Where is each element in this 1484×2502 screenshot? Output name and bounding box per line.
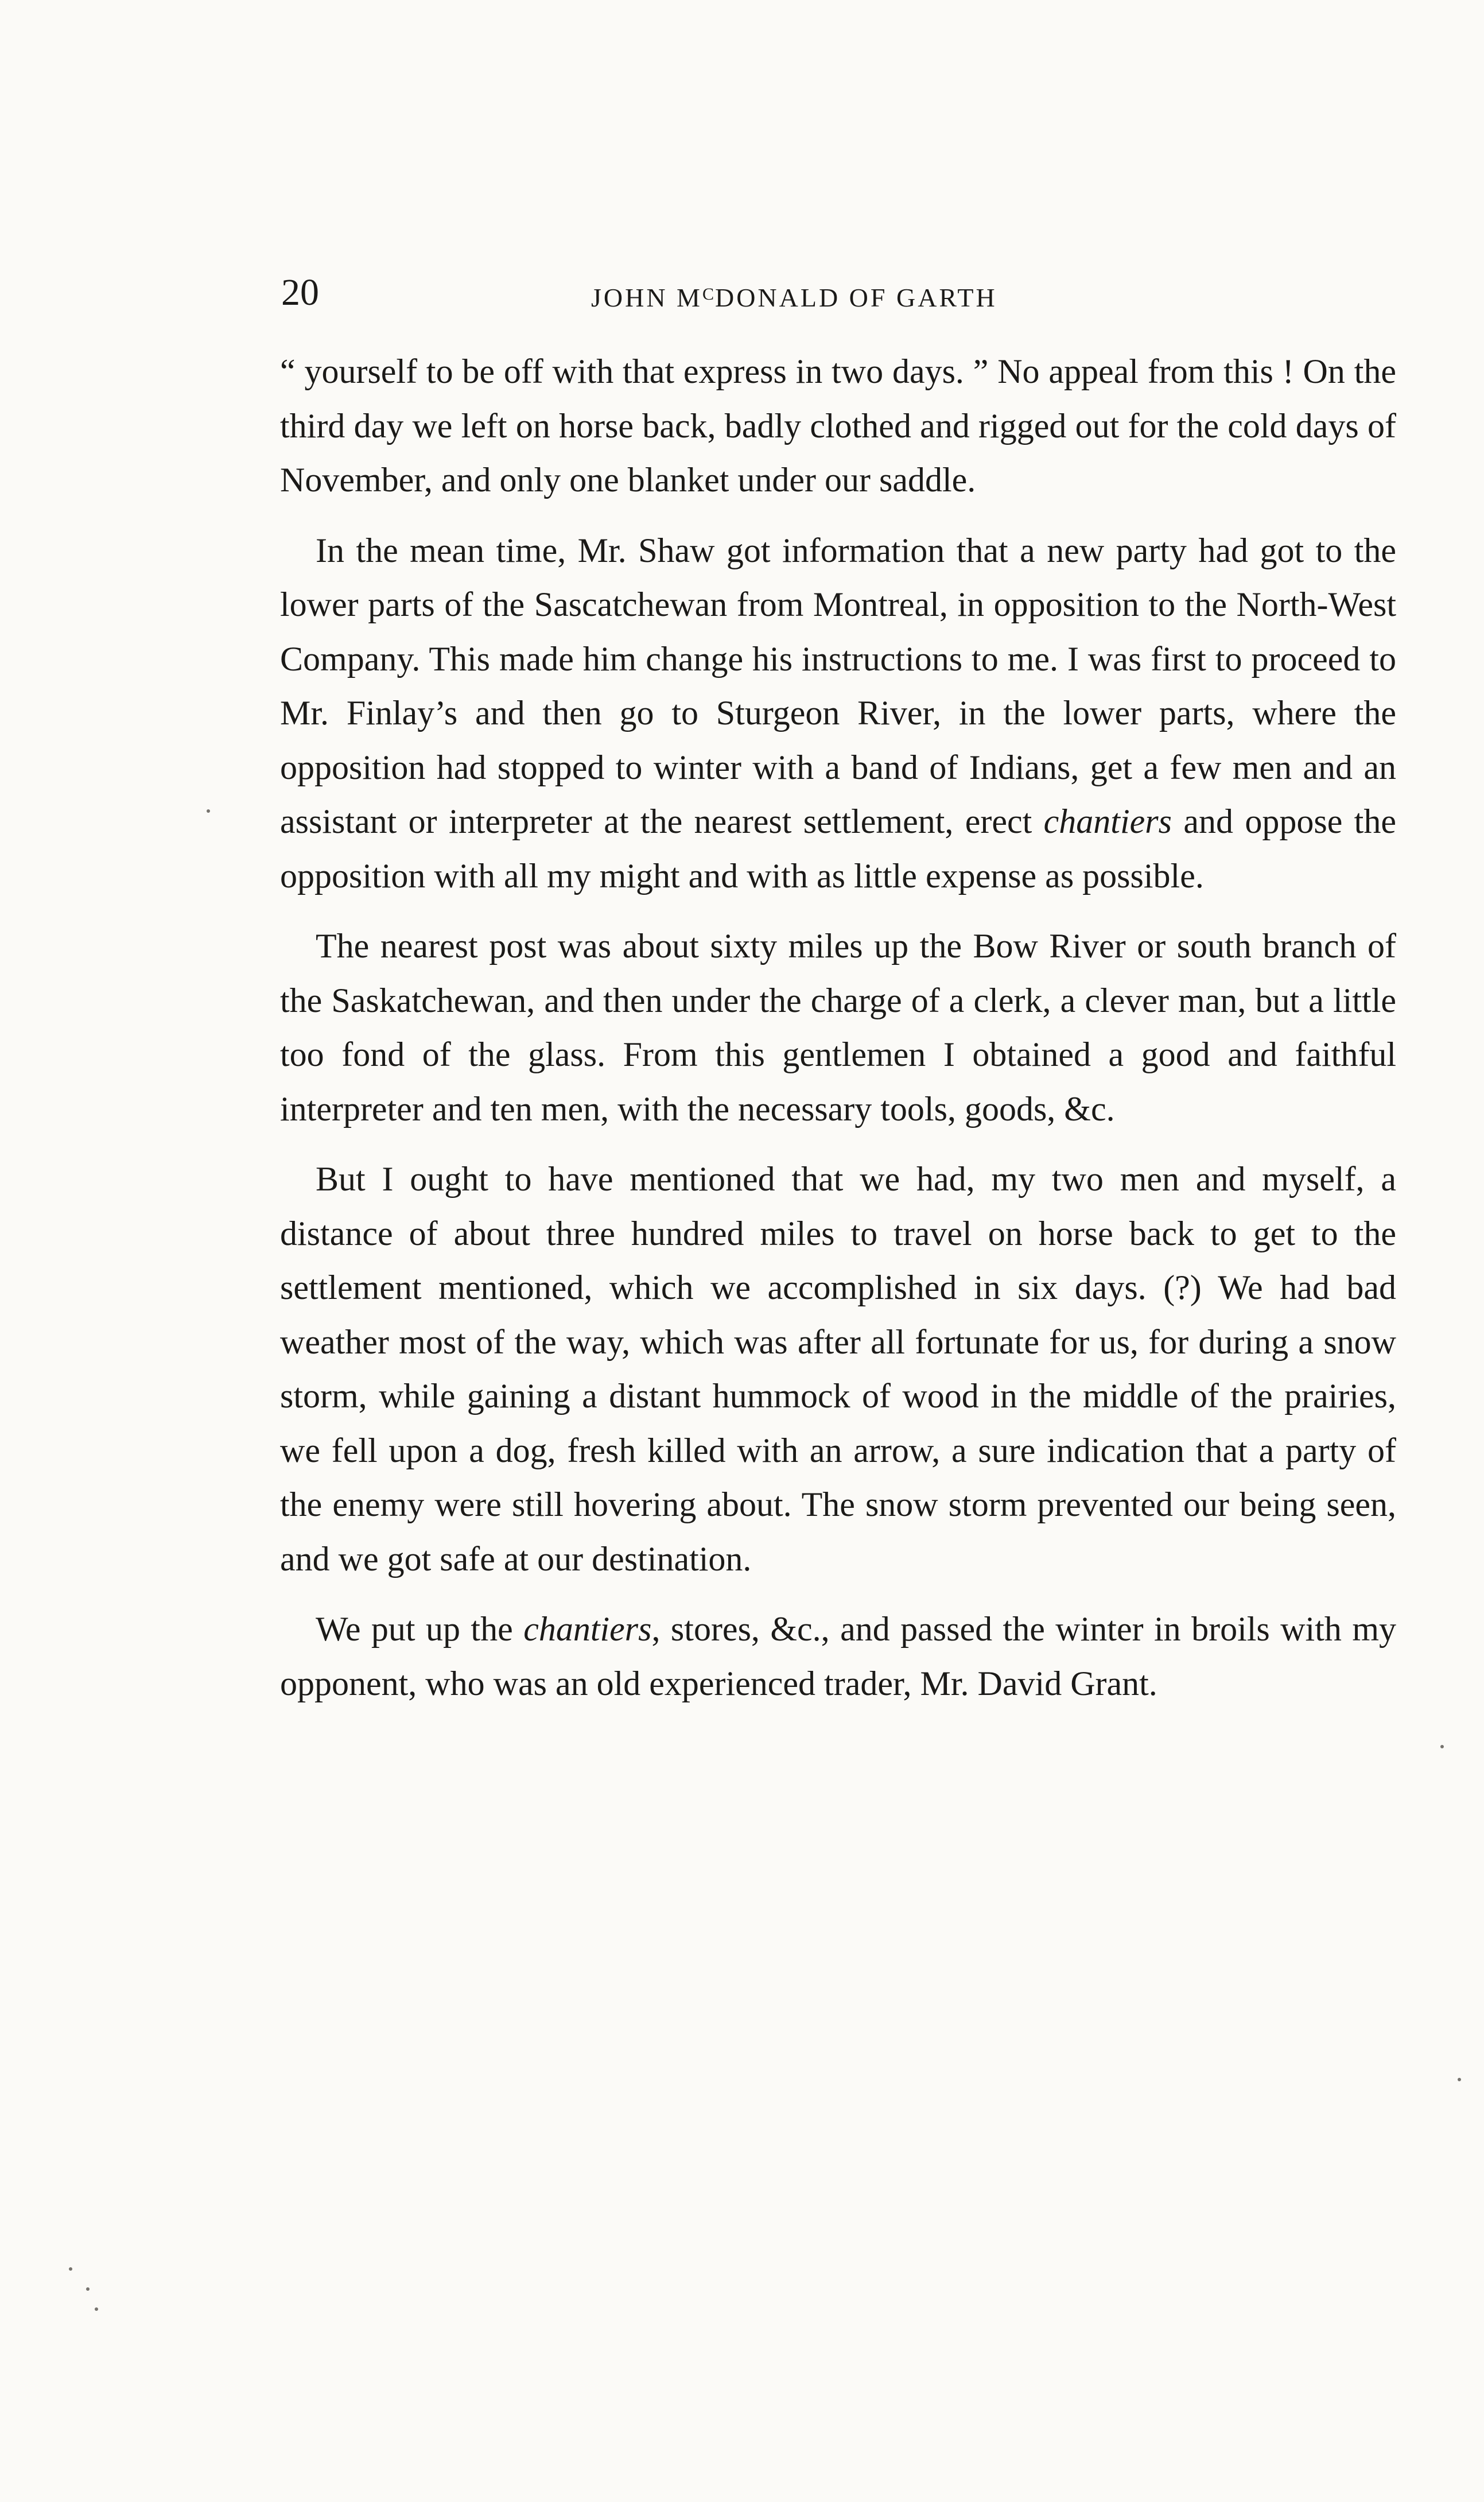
paragraph-2 bbox=[280, 523, 1396, 903]
body-text bbox=[280, 344, 1396, 1727]
scan-speck bbox=[86, 2287, 90, 2291]
scan-speck bbox=[69, 2267, 72, 2271]
paragraph-text: In the mean time, Mr. Shaw got information that a new party had got to the lower parts of the Sascatchewan from Montreal, in opposition to the North-West Company. This made him change his instructions to me. I was first to proceed to Mr. Finlay’s and then go to Sturgeon River, in the lower parts, where the opposition had stopped to winter with a band of Indians, get a few men and an assistant or interpreter at the nearest settlement, erect bbox=[280, 531, 1396, 840]
paragraph-1 bbox=[280, 344, 1396, 507]
running-title-suffix: DONALD OF GARTH bbox=[714, 283, 997, 312]
scan-speck bbox=[1458, 2078, 1461, 2081]
page-header bbox=[281, 270, 1153, 316]
scan-speck bbox=[95, 2307, 98, 2311]
paragraph-3 bbox=[280, 919, 1396, 1136]
scan-speck bbox=[207, 809, 210, 813]
paragraph-5 bbox=[280, 1602, 1396, 1710]
scan-speck bbox=[1440, 1745, 1444, 1748]
paragraph-text: “ yourself to be off with that express in two days. ” No appeal from this ! On the third day we left on horse back, badly clothed and rigged out for the cold days of November, and only one blanket under our saddle. bbox=[280, 352, 1396, 499]
paragraph-text: But I ought to have mentioned that we had, my two men and myself, a distance of about three hundred miles to travel on horse back to get to the settlement mentioned, which we accomplished in six days. (?) We had bad weather most of the way, which was after all fortunate for us, for during a snow storm, while gaining a distant hummock of wood in the middle of the prairies, we fell upon a dog, fresh killed with an arrow, a sure indication that a party of the enemy were still hovering about. The snow storm prevented our being seen, and we got safe at our destination. bbox=[280, 1160, 1396, 1578]
paragraph-4 bbox=[280, 1152, 1396, 1586]
paragraph-text: , stores, &c., and passed the winter in broils with my opponent, who was an old experienced trader, Mr. David Grant. bbox=[280, 1610, 1396, 1702]
running-title-prefix: JOHN M bbox=[591, 283, 702, 312]
paragraph-text: and oppose the opposition with all my might and with as little expense as possible. bbox=[280, 802, 1396, 895]
running-title-sup: C bbox=[702, 285, 715, 304]
running-title bbox=[591, 274, 997, 318]
italic-term: chantiers bbox=[1043, 802, 1172, 840]
paragraph-text: The nearest post was about sixty miles up the Bow River or south branch of the Saskatchewan, and then under the charge of a clerk, a clever man, but a little too fond of the glass. From this gentlemen I obtained a good and faithful interpreter and ten men, with the necessary tools, goods, &c. bbox=[280, 927, 1396, 1128]
paragraph-text: We put up the bbox=[316, 1610, 524, 1648]
page-number: 20 bbox=[281, 271, 319, 313]
italic-term: chantiers bbox=[523, 1610, 652, 1648]
